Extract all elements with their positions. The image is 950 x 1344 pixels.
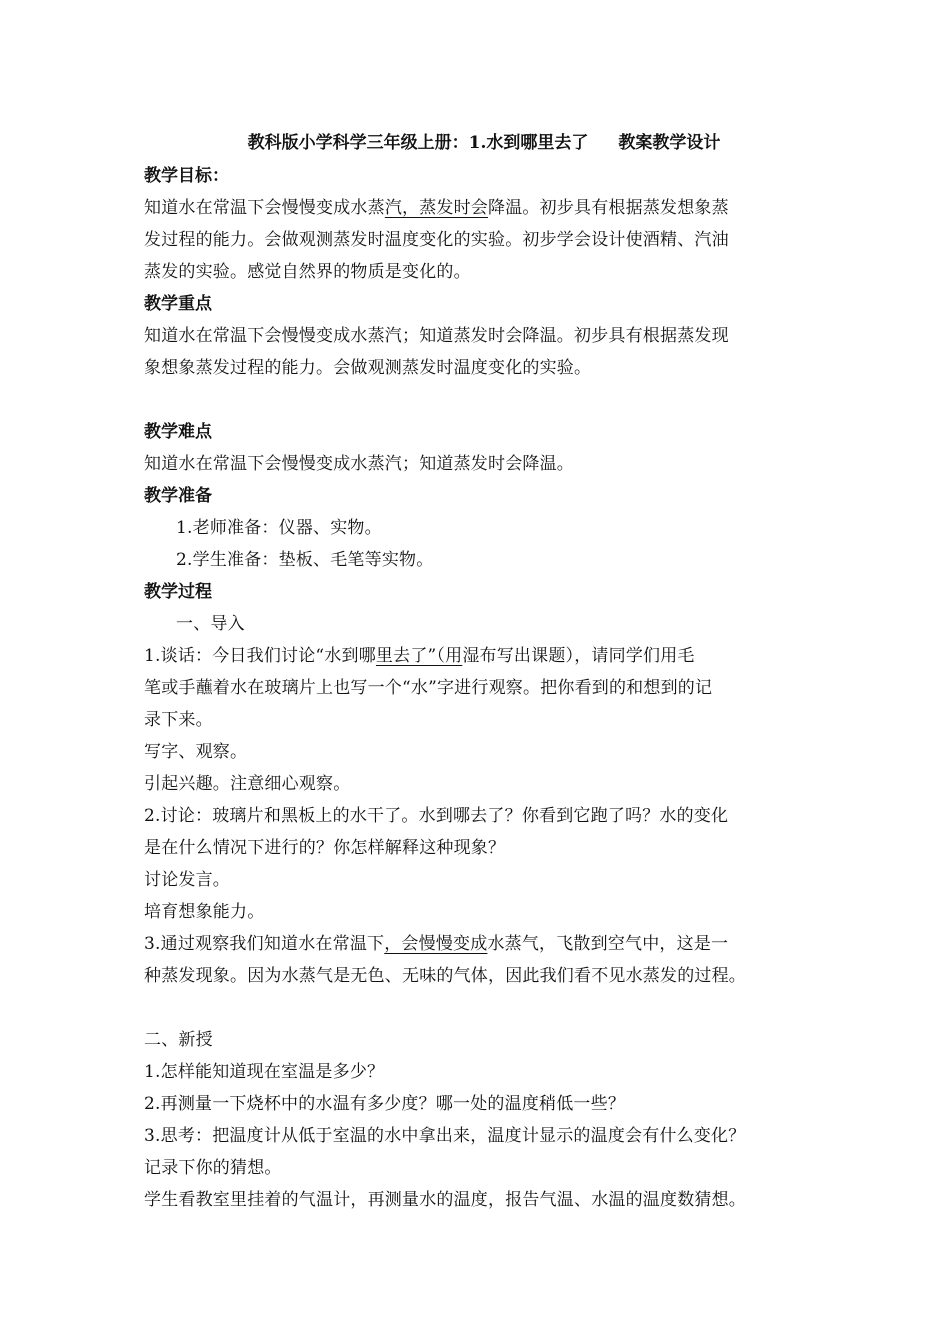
process-line: 2.再测量一下烧杯中的水温有多少度？哪一处的温度稍低一些？: [144, 1094, 626, 1114]
document-title: [144, 130, 824, 156]
process-line: 3.通过观察我们知道水在常温下，会慢慢变成水蒸气，飞散到空气中，这是一: [144, 934, 729, 954]
goals-line-2: 发过程的能力。会做观测蒸发时温度变化的实验。初步学会设计使酒精、汽油: [144, 230, 729, 250]
difficulties-line-1: 知道水在常温下会慢慢变成水蒸汽；知道蒸发时会降温。: [144, 454, 574, 474]
goals-heading: 教学目标：: [144, 166, 229, 186]
blank-line: [144, 992, 824, 1024]
underlined-text: ，会慢慢变成: [384, 934, 488, 954]
process-line: 1.怎样能知道现在室温是多少？: [144, 1062, 385, 1082]
difficulties-heading: 教学难点: [144, 422, 212, 442]
key-points-line-2: 象想象蒸发过程的能力。会做观测蒸发时温度变化的实验。: [144, 358, 592, 378]
underlined-text: 里去了”（用: [375, 646, 463, 666]
goals-line-1: 知道水在常温下会慢慢变成水蒸汽，蒸发时会降温。初步具有根据蒸发想象蒸: [144, 198, 729, 218]
preparation-item: 2.学生准备：垫板、毛笔等实物。: [176, 550, 434, 570]
process-line: 笔或手蘸着水在玻璃片上也写一个“水”字进行观察。把你看到的和想到的记: [144, 678, 713, 698]
goals-line-3: 蒸发的实验。感觉自然界的物质是变化的。: [144, 262, 471, 282]
preparation-item: 1.老师准备：仪器、实物。: [176, 518, 382, 538]
section-2-heading: 二、新授: [144, 1030, 213, 1050]
process-line: 2.讨论：玻璃片和黑板上的水干了。水到哪去了？你看到它跑了吗？水的变化: [144, 806, 729, 826]
process-line: 讨论发言。: [144, 870, 230, 890]
title-main: 教科版小学科学三年级上册：1.水到哪里去了: [247, 133, 589, 153]
underlined-text: 汽，蒸发时会: [384, 198, 489, 218]
process-line: 写字、观察。: [144, 742, 248, 762]
blank-line: [144, 384, 824, 416]
process-line: 引起兴趣。注意细心观察。: [144, 774, 351, 794]
process-line: 学生看教室里挂着的气温计，再测量水的温度，报告气温、水温的温度数猜想。: [144, 1190, 746, 1210]
process-line: 录下来。: [144, 710, 213, 730]
process-line: 3.思考：把温度计从低于室温的水中拿出来，温度计显示的温度会有什么变化？: [144, 1126, 746, 1146]
process-line: 记录下你的猜想。: [144, 1158, 282, 1178]
process-line: 培育想象能力。: [144, 902, 265, 922]
process-line: 种蒸发现象。因为水蒸气是无色、无味的气体，因此我们看不见水蒸发的过程。: [144, 966, 746, 986]
key-points-heading: 教学重点: [144, 294, 212, 314]
process-line: 1.谈话：今日我们讨论“水到哪里去了”（用湿布写出课题），请同学们用毛: [144, 646, 695, 666]
document-page: [144, 130, 824, 1216]
section-1-heading: 一、导入: [176, 614, 245, 634]
preparation-heading: 教学准备: [144, 486, 212, 506]
process-heading: 教学过程: [144, 582, 212, 602]
process-line: 是在什么情况下进行的？你怎样解释这种现象？: [144, 838, 506, 858]
key-points-line-1: 知道水在常温下会慢慢变成水蒸汽；知道蒸发时会降温。初步具有根据蒸发现: [144, 326, 729, 346]
title-sub: 教案教学设计: [618, 133, 721, 153]
